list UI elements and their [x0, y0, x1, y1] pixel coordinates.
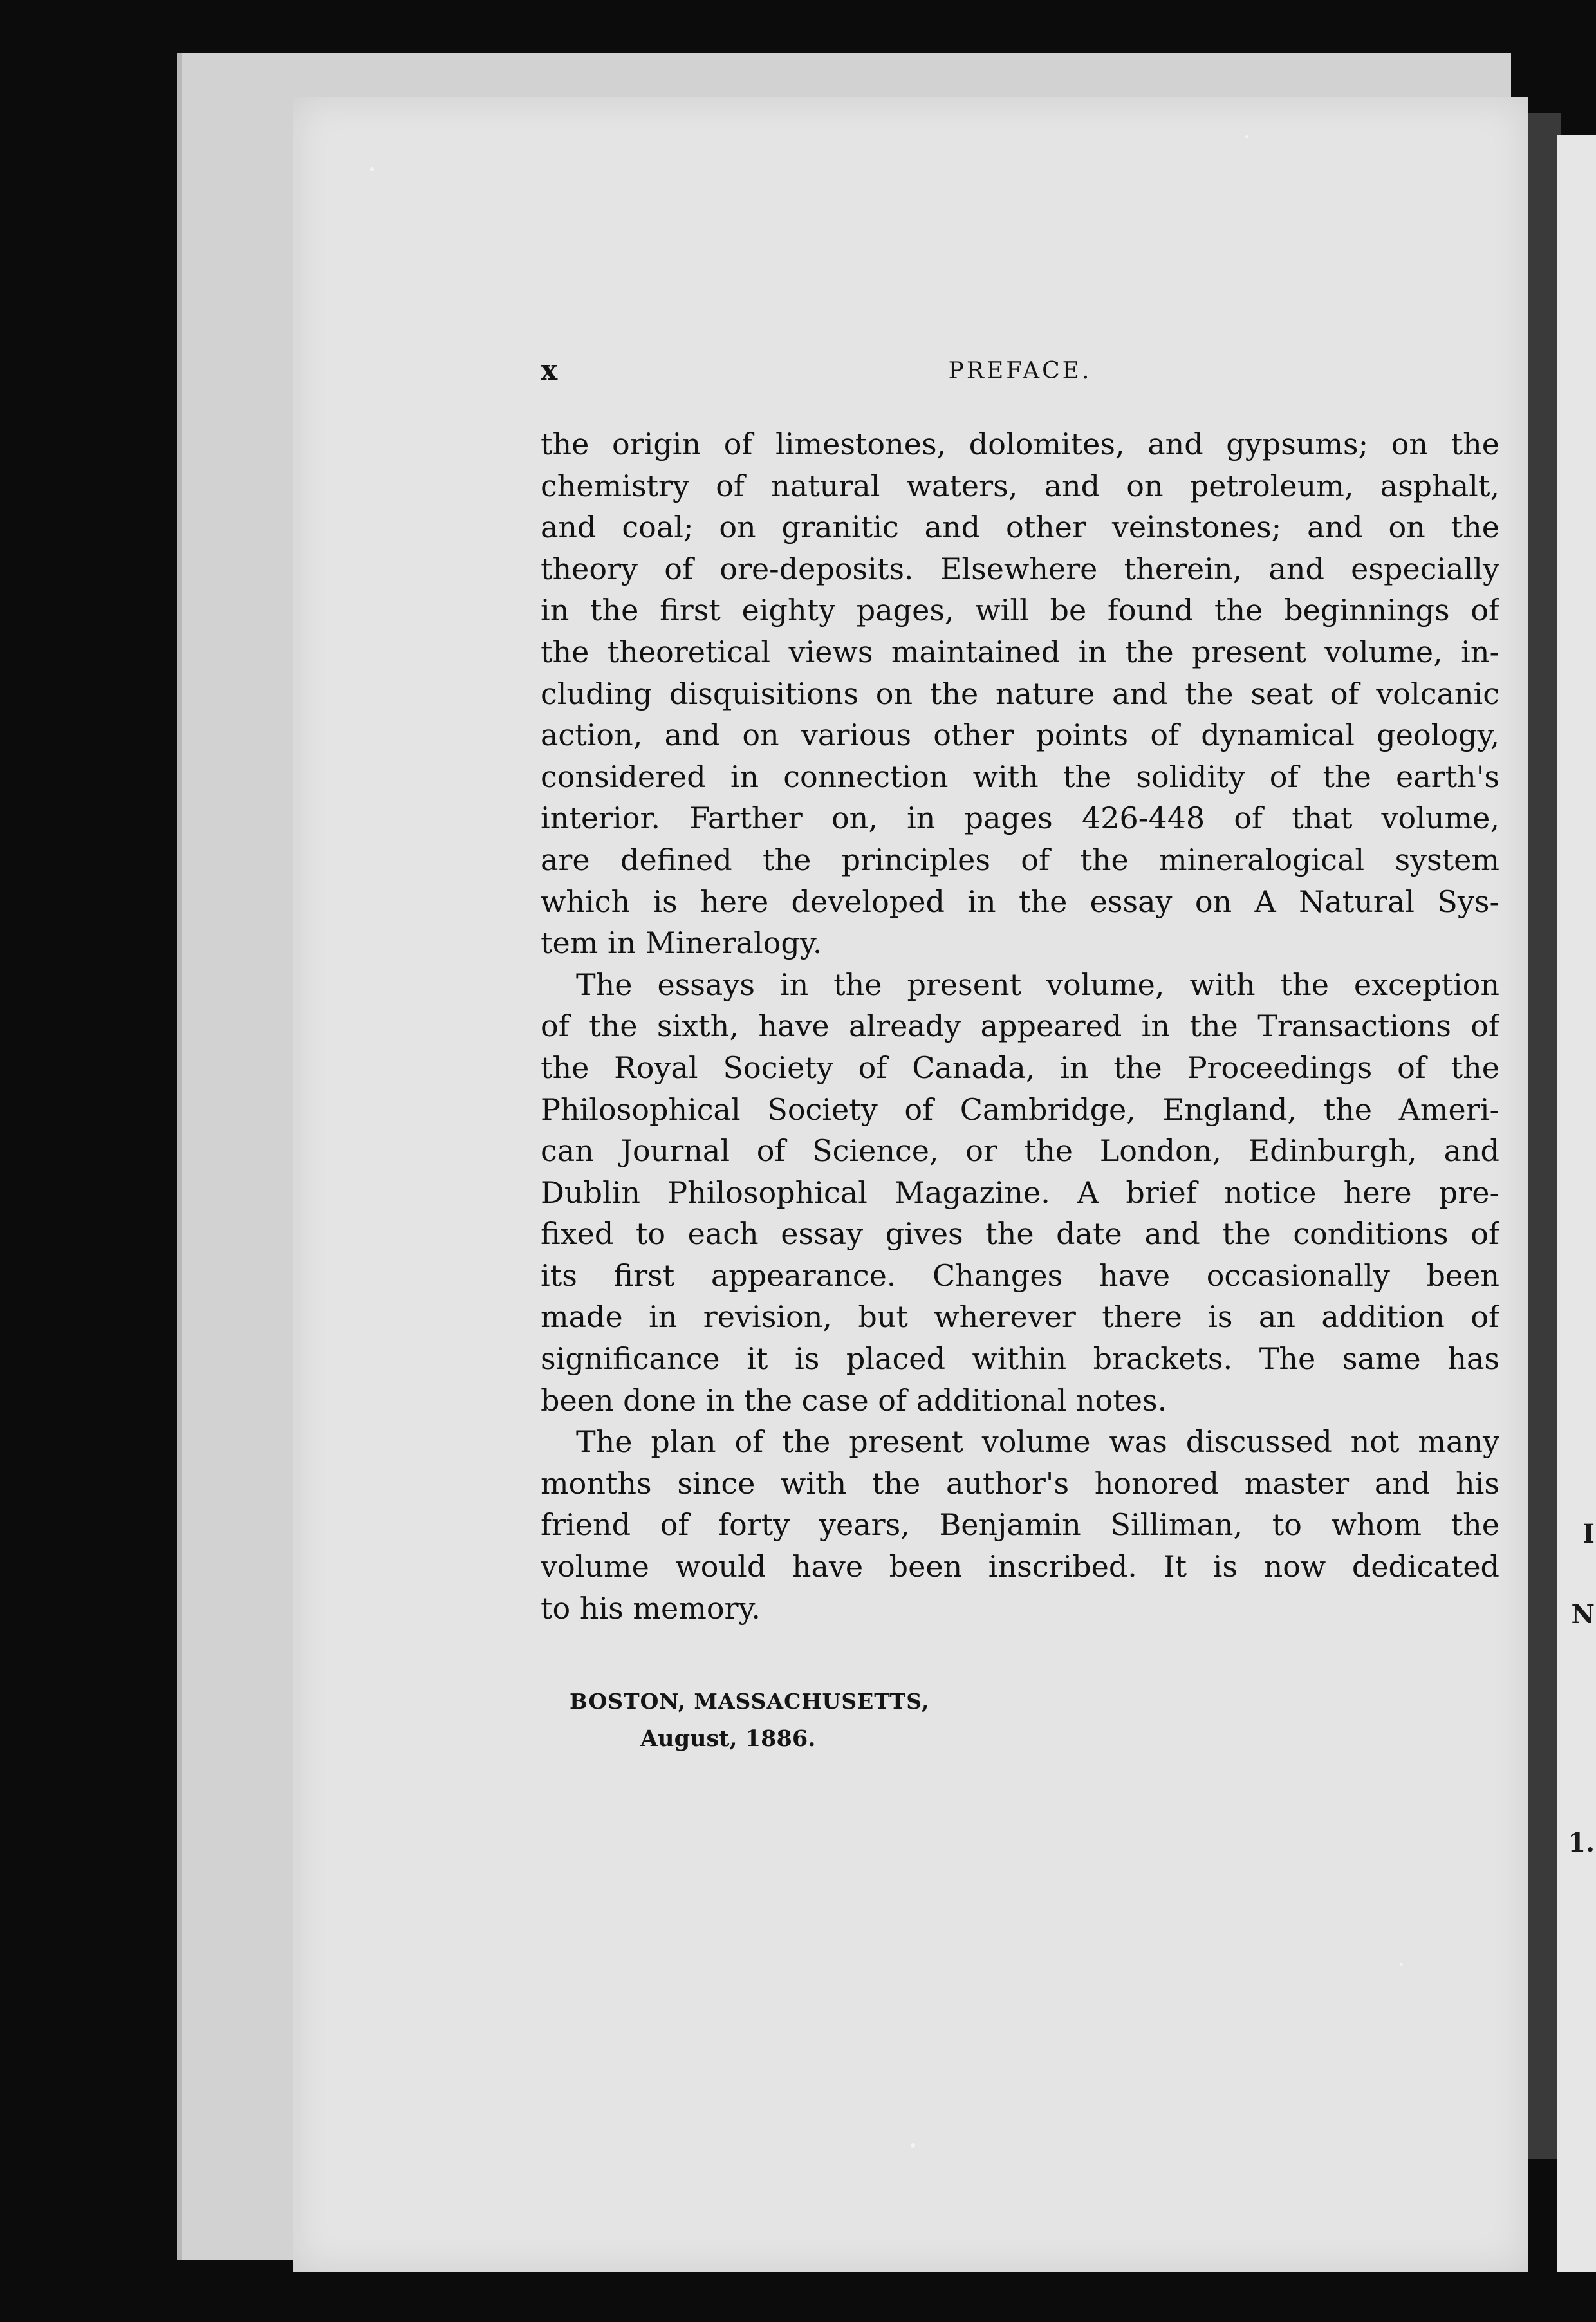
text-line: to his memory.: [541, 1590, 761, 1626]
text-line: tem in Mineralogy.: [541, 925, 822, 961]
text-line: volume would have been inscribed. It is now dedicated: [541, 1549, 1499, 1584]
text-line: in the first eighty pages, will be found the beginnings of: [541, 593, 1499, 628]
book-page: [293, 97, 1528, 2272]
text-line: months since with the author's honored master and his: [541, 1465, 1499, 1501]
text-line: Philosophical Society of Cambridge, England, the Ameri-: [541, 1091, 1499, 1127]
text-line: been done in the case of additional notes.: [541, 1382, 1167, 1418]
body-text: [541, 423, 1499, 1629]
running-head: PREFACE.: [948, 358, 1092, 384]
facing-page-fragment: N: [1571, 1599, 1595, 1630]
text-line: its first appearance. Changes have occasionally been: [541, 1258, 1499, 1293]
text-line: the Royal Society of Canada, in the Proceedings of the: [541, 1050, 1499, 1085]
text-line: can Journal of Science, or the London, Edinburgh, and: [541, 1133, 1499, 1169]
text-line: significance it is placed within brackets. The same has: [541, 1341, 1499, 1377]
text-line: made in revision, but wherever there is an addition of: [541, 1299, 1499, 1335]
text-line: the origin of limestones, dolomites, and gypsums; on the: [541, 427, 1499, 461]
text-line: are defined the principles of the mineralogical system: [541, 842, 1499, 877]
text-line: theory of ore-deposits. Elsewhere therein, and especially: [541, 551, 1499, 586]
text-line: interior. Farther on, in pages 426-448 of that volume,: [541, 801, 1499, 836]
text-line: chemistry of natural waters, and on petroleum, asphalt,: [541, 468, 1499, 503]
signature-date: August, 1886.: [640, 1725, 816, 1752]
text-line: Dublin Philosophical Magazine. A brief notice here pre-: [541, 1175, 1499, 1210]
page-header: [541, 354, 1499, 399]
text-line: cluding disquisitions on the nature and the seat of volcanic: [541, 676, 1499, 711]
paragraph: [541, 423, 1499, 964]
text-line: The essays in the present volume, with the exception: [576, 967, 1499, 1002]
text-line: of the sixth, have already appeared in the Transactions of: [541, 1008, 1499, 1044]
text-line: action, and on various other points of dynamical geology,: [541, 718, 1499, 753]
text-line: which is here developed in the essay on A Natural Sys-: [541, 884, 1499, 919]
paragraph: [541, 1421, 1499, 1629]
text-line: The plan of the present volume was discussed not many: [576, 1424, 1499, 1460]
facing-page-fragment: I: [1582, 1519, 1595, 1549]
text-line: the theoretical views maintained in the present volume, in-: [541, 634, 1499, 669]
text-line: friend of forty years, Benjamin Silliman, to whom the: [541, 1507, 1499, 1543]
text-line: fixed to each essay gives the date and the conditions of: [541, 1216, 1499, 1252]
facing-page-fragment: 1.: [1568, 1828, 1595, 1858]
facing-page-strip: [1557, 135, 1596, 2272]
signature-block: [570, 1683, 929, 1758]
page-number: x: [541, 354, 558, 387]
text-line: and coal; on granitic and other veinstones; and on the: [541, 510, 1499, 545]
signature-place: BOSTON, MASSACHUSETTS,: [570, 1689, 930, 1714]
text-line: considered in connection with the solidity of the earth's: [541, 759, 1499, 794]
paragraph: [541, 964, 1499, 1422]
